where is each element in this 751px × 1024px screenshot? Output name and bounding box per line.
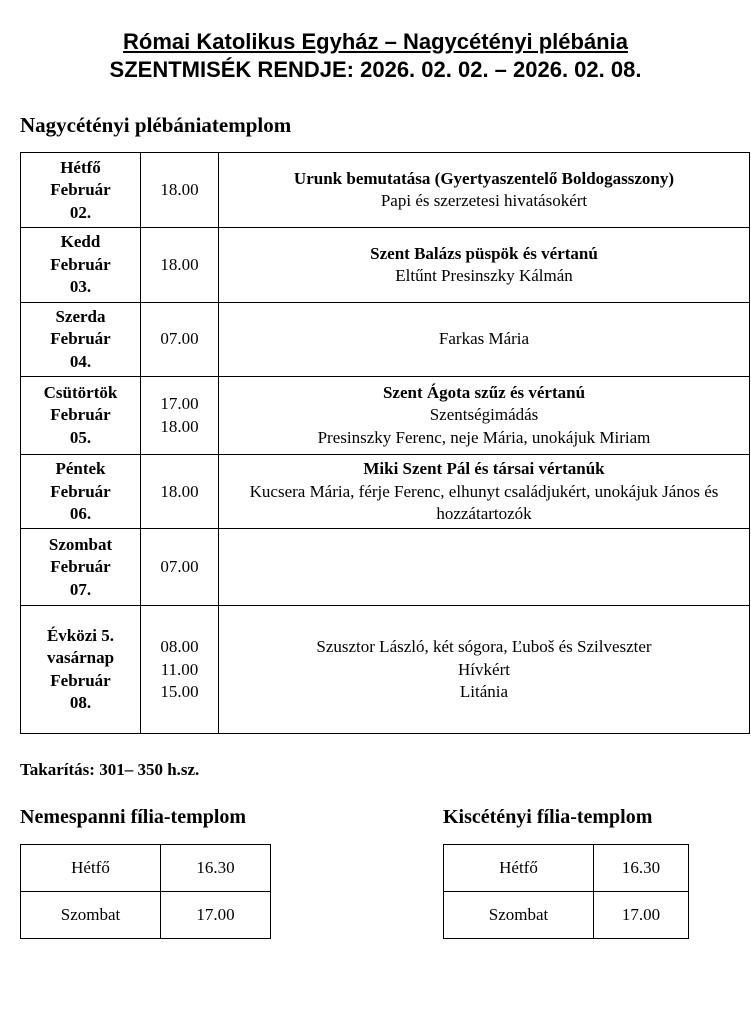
mass-intention: Presinszky Ferenc, neje Mária, unokájuk Miriam <box>317 427 651 447</box>
day-month: Február <box>50 481 111 501</box>
mass-time: 18.00 <box>160 254 199 274</box>
table-row-friday <box>21 455 750 529</box>
time-cell <box>141 455 219 529</box>
day-month: Február <box>50 557 111 577</box>
day-number: 04. <box>69 351 92 371</box>
time-cell: 17.00 <box>161 892 271 939</box>
time-cell <box>141 377 219 455</box>
table-row-sunday <box>21 606 750 734</box>
mass-intention: Szusztor László, két sógora, Ľuboš és Szilveszter <box>316 637 652 657</box>
time-cell: 16.30 <box>161 845 271 892</box>
intention-cell <box>219 228 750 302</box>
time-cell <box>141 228 219 302</box>
time-cell <box>141 153 219 228</box>
day-cell <box>21 377 141 455</box>
mass-time: 15.00 <box>160 682 199 702</box>
page-subtitle: SZENTMISÉK RENDJE: 2026. 02. 02. – 2026. 02. 08. <box>109 56 642 82</box>
feast-title: Urunk bemutatása (Gyertyaszentelő Boldogasszony) <box>293 169 675 188</box>
table-row-thursday <box>21 377 750 455</box>
day-name: Csütörtök <box>43 382 118 402</box>
mass-time: 18.00 <box>160 416 199 436</box>
document-title-block <box>20 28 731 83</box>
page-title <box>20 28 731 56</box>
feast-title: Szent Ágota szűz és vértanú <box>382 382 586 402</box>
cleaning-note: Takarítás: 301– 350 h.sz. <box>20 760 200 780</box>
mass-time: 07.00 <box>160 329 199 349</box>
day-cell <box>21 153 141 228</box>
day-cell: Hétfő <box>444 845 594 892</box>
mass-intention: Eltűnt Presinszky Kálmán <box>395 266 573 286</box>
time-cell <box>141 529 219 606</box>
day-cell <box>21 228 141 302</box>
filia-sections <box>20 806 731 939</box>
table-row-tuesday <box>21 228 750 302</box>
feast-title: Miki Szent Pál és társai vértanúk <box>363 459 605 479</box>
mass-intention: Hívkért <box>458 659 510 679</box>
mass-intention: Szentségimádás <box>429 405 539 425</box>
day-name: Évközi 5. <box>46 626 115 645</box>
day-month: Február <box>50 180 111 200</box>
table-row <box>21 892 271 939</box>
time-cell: 16.30 <box>594 845 689 892</box>
mass-schedule-table <box>20 152 750 734</box>
day-name: Péntek <box>55 459 106 479</box>
time-cell <box>141 606 219 734</box>
day-number: 07. <box>69 579 92 599</box>
intention-cell-empty <box>219 529 750 606</box>
day-name: Szerda <box>55 306 106 326</box>
day-cell <box>21 455 141 529</box>
filia-heading-kisceteny: Kiscétényi fília-templom <box>443 806 653 829</box>
day-month: Február <box>50 405 111 425</box>
table-row <box>21 845 271 892</box>
day-number: 06. <box>69 503 92 523</box>
day-cell: Szombat <box>21 892 161 939</box>
filia-table-kisceteny <box>443 844 689 939</box>
filia-section-nemespann <box>20 806 424 939</box>
day-cell <box>21 606 141 734</box>
mass-intention: Kucsera Mária, férje Ferenc, elhunyt családjukért, unokájuk János és hozzátartozók <box>249 481 719 523</box>
day-number: 05. <box>69 427 92 447</box>
day-name: vasárnap <box>46 648 115 668</box>
day-number: 03. <box>69 277 92 297</box>
table-row-saturday <box>21 529 750 606</box>
table-row-monday <box>21 153 750 228</box>
filia-table-nemespann <box>20 844 271 939</box>
table-row-wednesday <box>21 302 750 376</box>
day-month: Február <box>50 254 111 274</box>
table-row <box>444 892 689 939</box>
mass-time: 18.00 <box>160 481 199 501</box>
day-cell <box>21 302 141 376</box>
mass-time: 07.00 <box>160 557 199 577</box>
mass-time: 11.00 <box>160 659 199 679</box>
mass-intention: Litánia <box>459 682 509 702</box>
mass-intention: Papi és szerzetesi hivatásokért <box>380 191 588 211</box>
mass-time: 18.00 <box>160 180 199 200</box>
day-name: Szombat <box>48 534 113 554</box>
intention-cell <box>219 153 750 228</box>
table-row <box>444 845 689 892</box>
day-cell <box>21 529 141 606</box>
day-cell: Szombat <box>444 892 594 939</box>
day-month: Február <box>50 670 111 690</box>
main-church-heading: Nagycétényi plébániatemplom <box>20 113 292 138</box>
day-number: 02. <box>69 202 92 222</box>
day-number: 08. <box>69 693 92 713</box>
intention-cell <box>219 377 750 455</box>
page-title-text: Római Katolikus Egyház – Nagycétényi plébánia <box>123 29 628 54</box>
time-cell: 17.00 <box>594 892 689 939</box>
day-name: Hétfő <box>60 157 101 177</box>
intention-cell <box>219 606 750 734</box>
time-cell <box>141 302 219 376</box>
intention-cell <box>219 455 750 529</box>
day-month: Február <box>50 329 111 349</box>
mass-intention: Farkas Mária <box>438 329 530 349</box>
intention-cell <box>219 302 750 376</box>
feast-title: Szent Balázs püspök és vértanú <box>370 243 598 263</box>
day-name: Kedd <box>60 232 101 252</box>
filia-heading-nemespann: Nemespanni fília-templom <box>20 806 247 829</box>
day-cell: Hétfő <box>21 845 161 892</box>
filia-section-kisceteny <box>424 806 689 939</box>
mass-time: 08.00 <box>160 637 199 657</box>
mass-time: 17.00 <box>160 394 199 414</box>
